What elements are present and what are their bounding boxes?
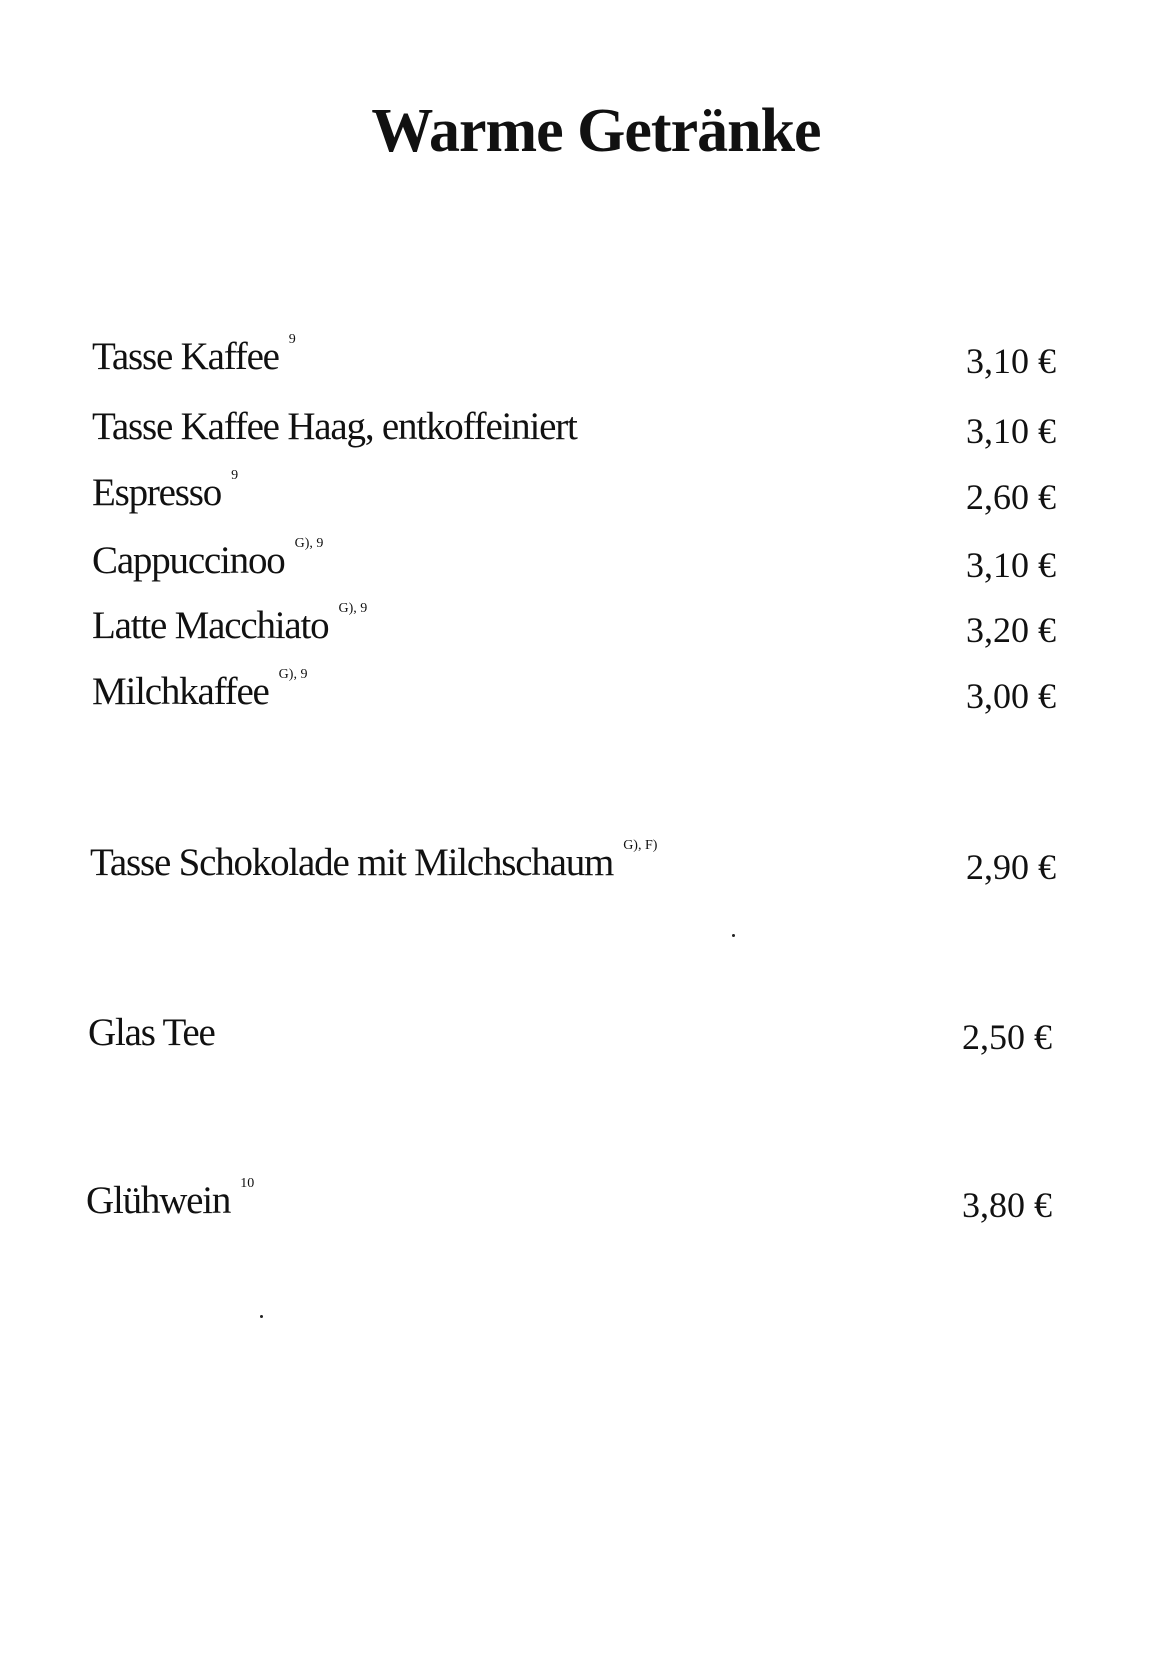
menu-item-name: Glühwein $^{10}$ [86, 1176, 255, 1222]
menu-item-price: 2,60 € [966, 477, 1056, 517]
menu-item-name: Tasse Kaffee Haag, entkoffeiniert [92, 405, 577, 448]
menu-item-price: 3,20 € [966, 610, 1056, 650]
menu-item [0, 667, 1176, 727]
page-title: Warme Getränke [371, 97, 821, 165]
menu-item [0, 536, 1176, 596]
menu-item-note: G), 9 [278, 667, 308, 682]
menu-item-price: 2,90 € [966, 847, 1056, 887]
menu-item [0, 402, 1176, 462]
menu-item [0, 468, 1176, 528]
menu-item-price: 3,80 € [962, 1185, 1052, 1225]
menu-item-price: 3,10 € [966, 341, 1056, 381]
menu-item-note: 9 [231, 468, 239, 483]
menu-item-name: Espresso $^9$ [92, 468, 239, 514]
menu-item [0, 1176, 1176, 1236]
menu-item-price: 3,10 € [966, 411, 1056, 451]
menu-item-price: 3,10 € [966, 545, 1056, 585]
menu-item-note: G), 9 [338, 601, 368, 616]
scan-speck [260, 1315, 263, 1318]
scan-speck [732, 934, 735, 937]
menu-item-price: 3,00 € [966, 676, 1056, 716]
menu-item-name: Tasse Schokolade mit Milchschaum $^{G), F)}$ [90, 838, 658, 884]
menu-item-price: 2,50 € [962, 1017, 1052, 1057]
menu-item [0, 332, 1176, 392]
menu-item-name: Cappuccinoo $^{G), 9}$ [92, 536, 324, 582]
menu-item-name: Glas Tee [88, 1011, 215, 1054]
menu-item [0, 838, 1176, 898]
menu-item-name: Milchkaffee $^{G), 9}$ [92, 667, 308, 713]
menu-item-note: G), 9 [294, 536, 324, 551]
menu-item-note: G), F) [623, 838, 658, 853]
menu-item-name: Tasse Kaffee $^9$ [92, 332, 296, 378]
menu-item [0, 1008, 1176, 1068]
menu-item [0, 601, 1176, 661]
menu-item-name: Latte Macchiato $^{G), 9}$ [92, 601, 368, 647]
menu-item-note: 10 [240, 1176, 255, 1191]
menu-item-note: 9 [288, 332, 296, 347]
